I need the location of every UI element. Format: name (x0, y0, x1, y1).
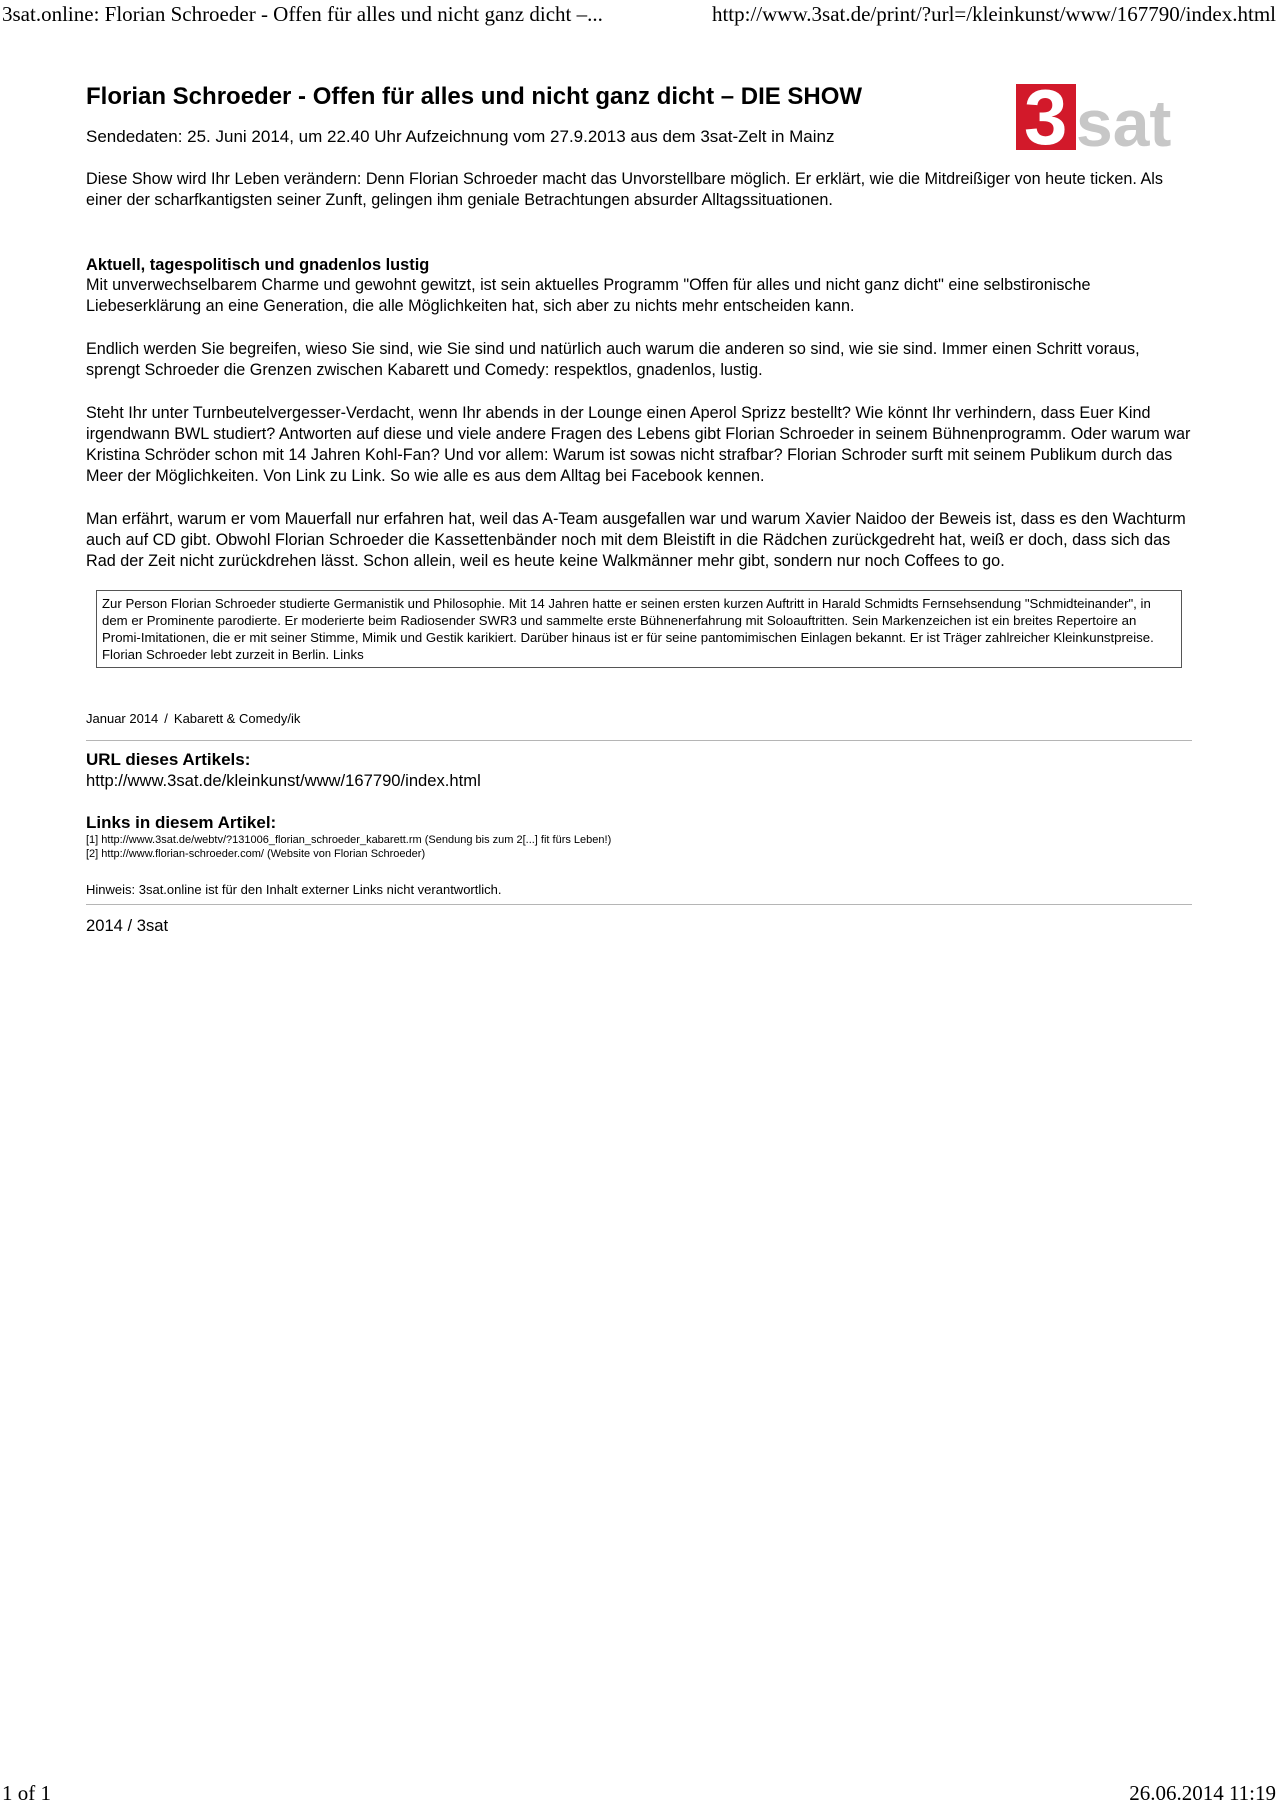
intro-paragraph: Diese Show wird Ihr Leben verändern: Denn Florian Schroeder macht das Unvorstellbare möglich. Er erklärt, wie die Mitdreißiger von heute ticken. Als einer der scharfkantigsten seiner Zunft, gelingen ihm geniale Betrachtungen absurder Alltagssituationen. (86, 170, 1163, 209)
logo-word: sat (1076, 86, 1172, 150)
link-item-2[interactable]: [2] http://www.florian-schroeder.com/ (Website von Florian Schroeder) (86, 848, 426, 860)
external-links-notice: Hinweis: 3sat.online ist für den Inhalt externer Links nicht verantwortlich. (86, 882, 502, 897)
article-page (86, 82, 1192, 936)
print-timestamp: 26.06.2014 11:19 (1129, 1781, 1276, 1805)
meta-separator: / (164, 711, 168, 726)
page-count: 1 of 1 (2, 1781, 51, 1805)
links-list (86, 833, 1192, 861)
body-paragraph-3: Steht Ihr unter Turnbeutelvergesser-Verdacht, wenn Ihr abends in der Lounge einen Aperol Sprizz bestellt? Wie könnt Ihr verhindern, dass Euer Kind irgendwann BWL studiert? Antworten auf diese und viele andere Fragen des Lebens gibt Florian Schroeder in seinem Bühnenprogramm. Oder warum war Kristina Schröder schon mit 14 Jahren Kohl-Fan? Und vor allem: Warum ist sowas nicht strafbar? Florian Schroder surft mit seinem Publikum durch das Meer der Möglichkeiten. Von Link zu Link. So wie alle es aus dem Alltag bei Facebook kennen. (86, 404, 1191, 485)
print-header-url: http://www.3sat.de/print/?url=/kleinkunst/www/167790/index.html (711, 2, 1276, 26)
article-category[interactable]: Kabarett & Comedy/ik (173, 711, 301, 726)
print-header-title: 3sat.online: Florian Schroeder - Offen für alles und nicht ganz dicht –... (2, 2, 603, 26)
body-paragraph-4: Man erfährt, warum er vom Mauerfall nur erfahren hat, weil das A-Team ausgefallen war und warum Xavier Naidoo der Beweis ist, dass es den Wachturm auch auf CD gibt. Obwohl Florian Schroeder die Kassettenbänder noch mit dem Bleistift in die Rädchen zurückgedreht hat, weiß er doch, dass sich das Rad der Zeit nicht zurückdrehen lässt. Schon allein, weil es heute keine Walkmänner mehr gibt, sondern nur noch Coffees to go. (86, 510, 1186, 570)
body-paragraph-1: Mit unverwechselbarem Charme und gewohnt gewitzt, ist sein aktuelles Programm "Offen für alles und nicht ganz dicht" eine selbstironische Liebeserklärung an eine Generation, die alle Möglichkeiten hat, sich aber zu nichts mehr entscheiden kann. (86, 276, 1091, 315)
article-url[interactable]: http://www.3sat.de/kleinkunst/www/167790/index.html (86, 771, 481, 790)
url-heading: URL dieses Artikels: (86, 750, 251, 769)
divider-bottom (86, 904, 1192, 905)
article-date: Januar 2014 (86, 711, 159, 726)
link-item-1[interactable]: [1] http://www.3sat.de/webtv/?131006_florian_schroeder_kabarett.rm (Sendung bis zum 2[...] fit fürs Leben!) (86, 834, 612, 846)
body-paragraph-2: Endlich werden Sie begreifen, wieso Sie sind, wie Sie sind und natürlich auch warum die anderen so sind, wie sie sind. Immer einen Schritt voraus, sprengt Schroeder die Grenzen zwischen Kabarett und Comedy: respektlos, gnadenlos, lustig. (86, 340, 1140, 379)
print-header (0, 2, 1280, 27)
broadcast-dates: Sendedaten: 25. Juni 2014, um 22.40 Uhr Aufzeichnung vom 27.9.2013 aus dem 3sat-Zelt in Mainz (86, 127, 835, 146)
copyright: 2014 / 3sat (86, 916, 169, 935)
person-info-box: Zur Person Florian Schroeder studierte Germanistik und Philosophie. Mit 14 Jahren hatte er seinen ersten kurzen Auftritt in Harald Schmidts Fernsehsendung "Schmidteinander", in dem er Prominente parodierte. Er moderierte beim Radiosender SWR3 und sammelte erste Bühnenerfahrung mit Soloauftritten. Sein Markenzeichen ist ein breites Repertoire an Promi-Imitationen, die er mit seiner Stimme, Mimik und Gestik karikiert. Darüber hinaus ist er für seine pantomimischen Einlagen bekannt. Er ist Träger zahlreicher Kleinkunstpreise. Florian Schroeder lebt zurzeit in Berlin. Links (96, 590, 1182, 668)
article-title: Florian Schroeder - Offen für alles und nicht ganz dicht – DIE SHOW (86, 83, 863, 110)
links-heading: Links in diesem Artikel: (86, 813, 277, 832)
print-footer (0, 1781, 1280, 1806)
divider-top (86, 740, 1192, 741)
section-heading: Aktuell, tagespolitisch und gnadenlos lustig (86, 256, 430, 274)
article-meta (86, 710, 1192, 728)
logo-digit: 3 (1024, 84, 1068, 150)
